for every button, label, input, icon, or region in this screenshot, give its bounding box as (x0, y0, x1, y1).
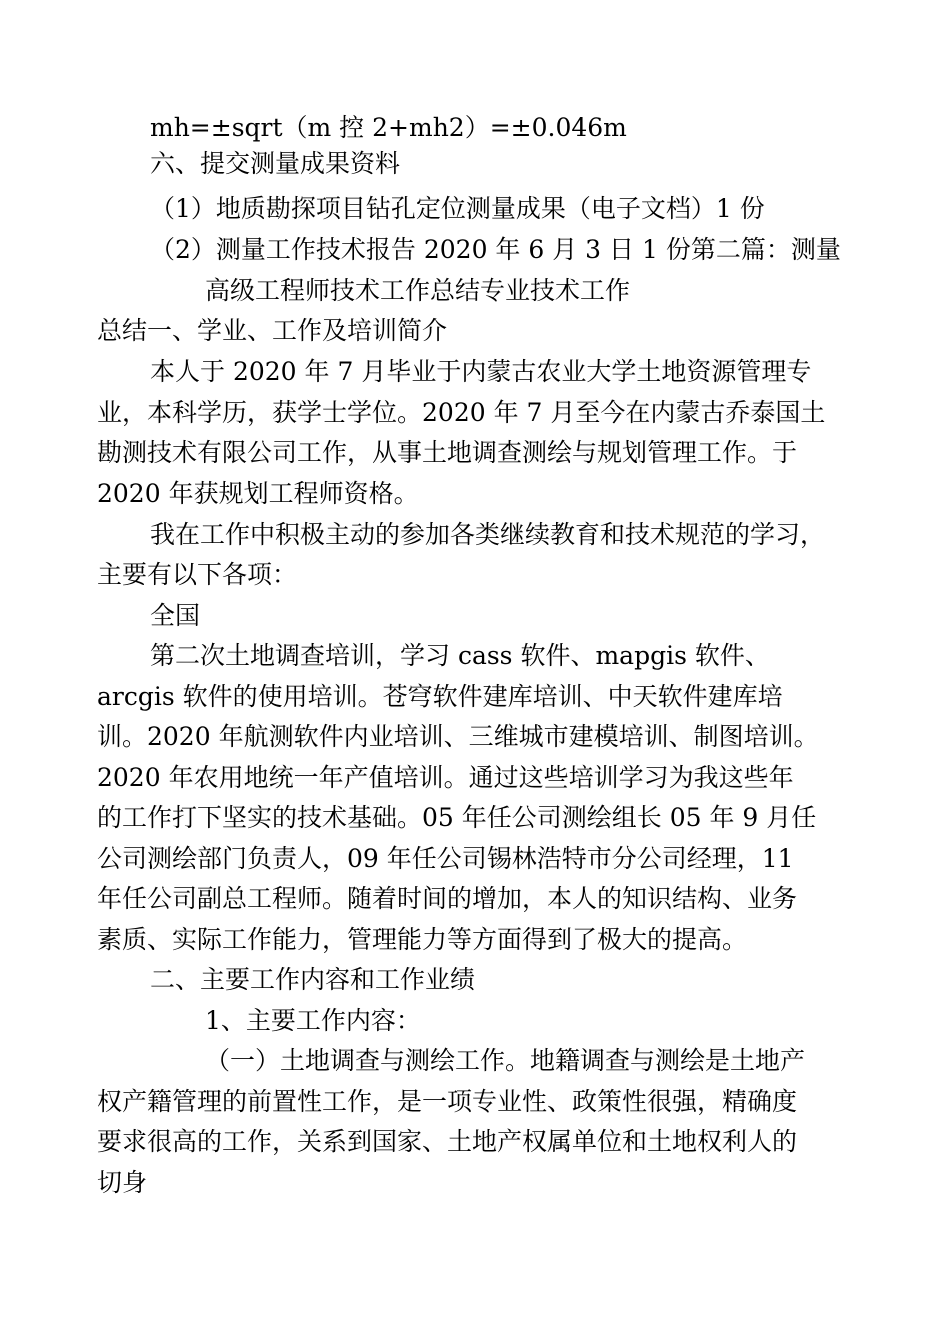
paragraph-line: 本人于 2020 年 7 月毕业于内蒙古农业大学土地资源管理专 (150, 357, 812, 386)
paragraph-line: arcgis 软件的使用培训。苍穹软件建库培训、中天软件建库培 (97, 682, 783, 711)
paragraph-line: 年任公司副总工程师。随着时间的增加，本人的知识结构、业务 (97, 884, 798, 913)
paragraph-line: 权产籍管理的前置性工作，是一项专业性、政策性很强，精确度 (97, 1087, 798, 1116)
paragraph-line: 2020 年获规划工程师资格。 (97, 479, 419, 508)
section-heading: 六、提交测量成果资料 (150, 149, 401, 178)
formula-line: mh=±sqrt（m 控 2+mh2）=±0.046m (150, 113, 627, 142)
paragraph-line: 第二次土地调查培训，学习 cass 软件、mapgis 软件、 (150, 641, 770, 670)
section-heading: 二、主要工作内容和工作业绩 (150, 965, 476, 994)
paragraph-line: 公司测绘部门负责人，09 年任公司锡林浩特市分公司经理，11 (97, 844, 794, 873)
paragraph-line: 的工作打下坚实的技术基础。05 年任公司测绘组长 05 年 9 月任 (97, 803, 817, 832)
paragraph-line: 切身 (97, 1168, 148, 1197)
paragraph-line: 素质、实际工作能力，管理能力等方面得到了极大的提高。 (97, 925, 748, 954)
article-title: 高级工程师技术工作总结专业技术工作 (205, 276, 631, 305)
paragraph-line: （一）土地调查与测绘工作。地籍调查与测绘是土地产 (205, 1046, 806, 1075)
paragraph-line: 2020 年农用地统一年产值培训。通过这些培训学习为我这些年 (97, 763, 794, 792)
list-item: （1）地质勘探项目钻孔定位测量成果（电子文档）1 份 (150, 194, 765, 223)
paragraph-line: 全国 (150, 601, 201, 630)
paragraph-line: 我在工作中积极主动的参加各类继续教育和技术规范的学习， (150, 520, 826, 549)
paragraph-line: 要求很高的工作，关系到国家、土地产权属单位和土地权利人的 (97, 1127, 798, 1156)
paragraph-line: 勘测技术有限公司工作，从事土地调查测绘与规划管理工作。于 (97, 438, 798, 467)
paragraph-line: 训。2020 年航测软件内业培训、三维城市建模培训、制图培训。 (97, 722, 819, 751)
paragraph-line: 主要有以下各项： (97, 560, 298, 589)
paragraph-line: 业，本科学历，获学士学位。2020 年 7 月至今在内蒙古乔泰国土 (97, 398, 826, 427)
subsection-heading: 1、主要工作内容： (205, 1006, 421, 1035)
list-item: （2）测量工作技术报告 2020 年 6 月 3 日 1 份第二篇：测量 (150, 235, 841, 264)
section-heading: 总结一、学业、工作及培训简介 (97, 316, 448, 345)
